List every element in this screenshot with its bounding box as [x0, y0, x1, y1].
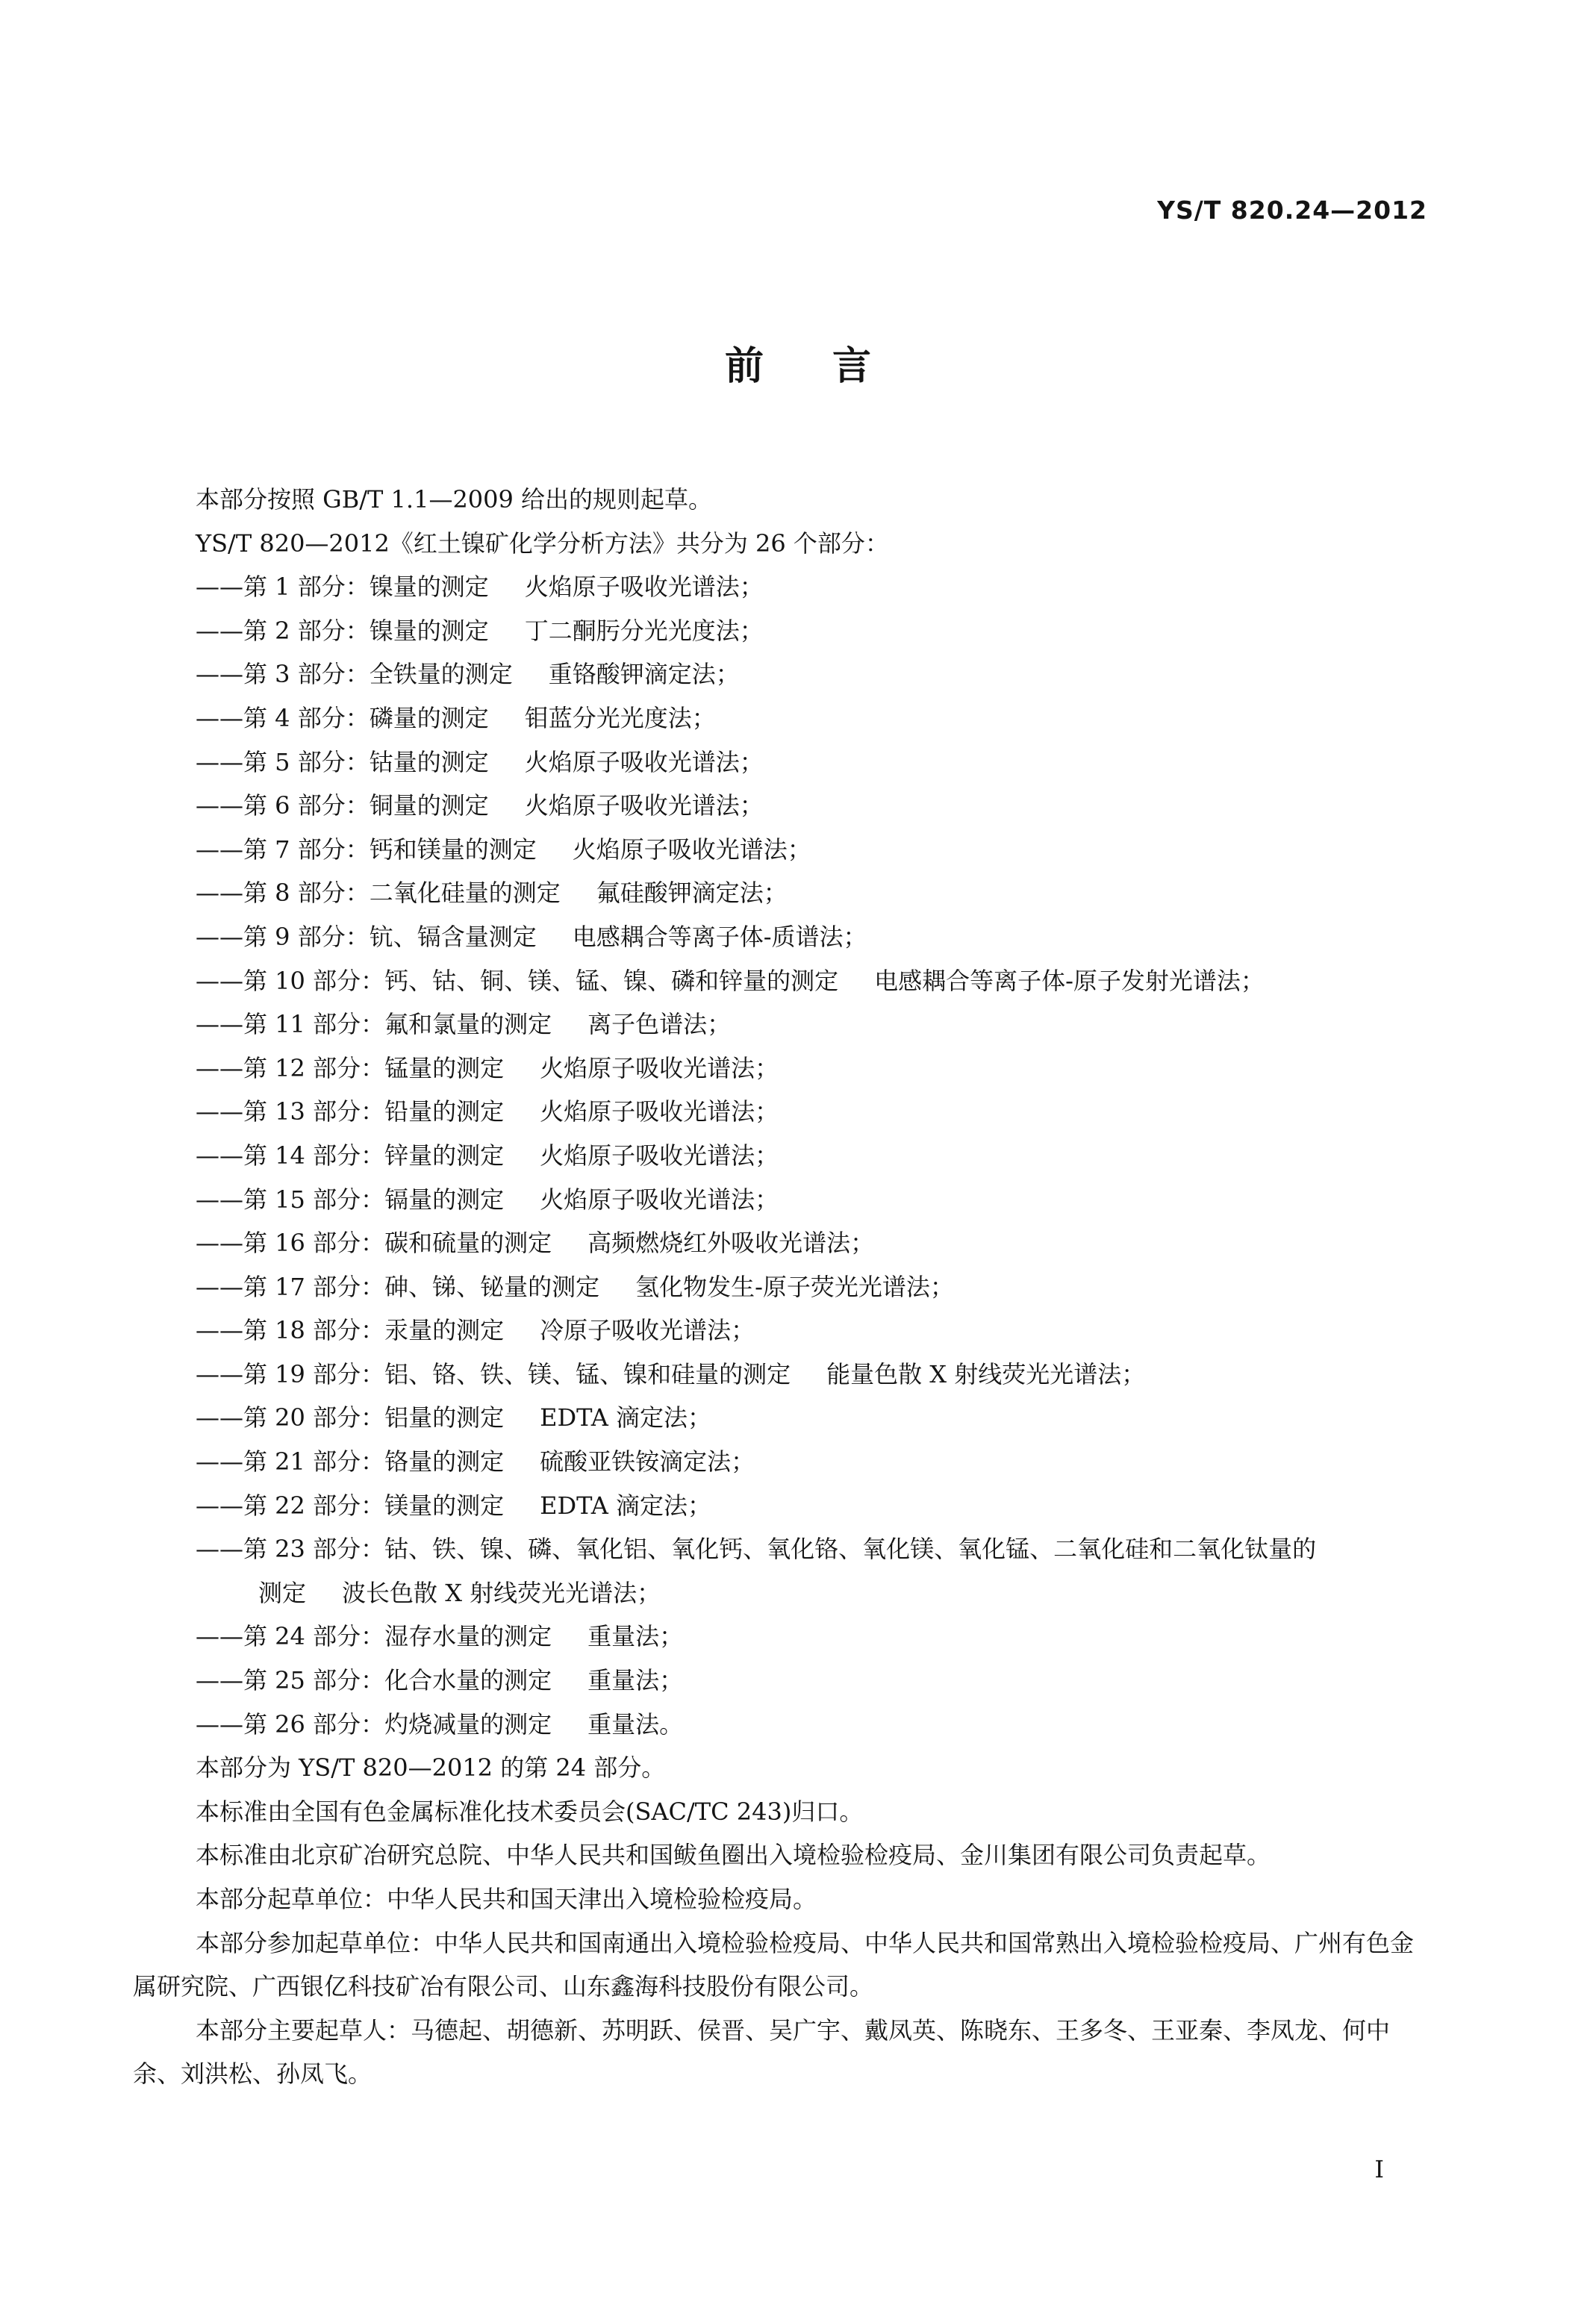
part-label: ——第 2 部分：镍量的测定 — [196, 616, 489, 645]
list-item-part — [133, 1484, 1433, 1528]
list-item-part — [133, 1440, 1433, 1484]
part-method: 电感耦合等离子体-质谱法； — [572, 922, 867, 951]
part-label: ——第 4 部分：磷量的测定 — [196, 703, 489, 732]
part-23-line-1: ——第 23 部分：钴、铁、镍、磷、氧化铝、氧化钙、氧化铬、氧化镁、氧化锰、二氧化硅和二氧化钛量的 — [196, 1535, 1317, 1564]
part-label: ——第 12 部分：锰量的测定 — [196, 1053, 505, 1082]
list-item-part — [133, 1265, 1433, 1309]
list-item-part — [133, 1178, 1433, 1222]
part-method: 氟硅酸钾滴定法； — [596, 879, 788, 908]
list-item-part — [133, 565, 1433, 609]
part-label: ——第 25 部分：化合水量的测定 — [196, 1666, 552, 1695]
part-method: 高频燃烧红外吸收光谱法； — [587, 1229, 875, 1258]
part-method: 硫酸亚铁铵滴定法； — [540, 1447, 755, 1477]
part-label: ——第 3 部分：全铁量的测定 — [196, 660, 513, 689]
part-method: 重铬酸钾滴定法； — [548, 660, 740, 689]
part-method: 火焰原子吸收光谱法； — [540, 1185, 779, 1214]
part-method: 火焰原子吸收光谱法； — [540, 1053, 779, 1082]
list-item-part-23 — [133, 1527, 1433, 1571]
list-item-part — [133, 696, 1433, 740]
part-method: 重量法； — [587, 1666, 684, 1695]
part-23-method: 波长色散 X 射线荧光光谱法； — [342, 1578, 661, 1607]
part-label: ——第 7 部分：钙和镁量的测定 — [196, 835, 537, 864]
closing-paragraph: 本标准由北京矿冶研究总院、中华人民共和国鲅鱼圈出入境检验检疫局、金川集团有限公司负责起草。 — [196, 1841, 1271, 1870]
list-item-part — [133, 1134, 1433, 1178]
list-item-part — [133, 1309, 1433, 1353]
part-label: ——第 18 部分：汞量的测定 — [196, 1316, 505, 1345]
part-method: EDTA 滴定法； — [540, 1403, 711, 1432]
part-method: 冷原子吸收光谱法； — [540, 1316, 755, 1345]
closing-paragraph: 本部分起草单位：中华人民共和国天津出入境检验检疫局。 — [196, 1885, 817, 1913]
part-label: ——第 10 部分：钙、钴、铜、镁、锰、镍、磷和锌量的测定 — [196, 966, 839, 995]
part-method: 火焰原子吸收光谱法； — [524, 573, 764, 602]
intro-paragraph: 本部分按照 GB/T 1.1—2009 给出的规则起草。 — [196, 485, 713, 514]
part-method: 重量法。 — [587, 1709, 684, 1739]
part-method: 离子色谱法； — [587, 1010, 732, 1039]
closing-paragraph: 本部分主要起草人：马德起、胡德新、苏明跃、侯晋、吴广宇、戴凤英、陈晓东、王多冬、王亚秦、李凤龙、何中余、刘洪松、孙凤飞。 — [133, 2015, 1391, 2089]
list-item-part — [133, 1703, 1433, 1747]
part-label: ——第 21 部分：铬量的测定 — [196, 1447, 505, 1477]
list-item-part — [133, 828, 1433, 872]
list-item-part — [133, 1615, 1433, 1659]
list-item-part — [133, 1003, 1433, 1047]
list-item-part — [133, 915, 1433, 959]
part-method: 钼蓝分光光度法； — [524, 703, 716, 732]
part-method: 火焰原子吸收光谱法； — [524, 791, 764, 820]
list-item-part — [133, 1396, 1433, 1440]
closing-paragraph: 本部分参加起草单位：中华人民共和国南通出入境检验检疫局、中华人民共和国常熟出入境检验检疫局、广州有色金属研究院、广西银亿科技矿冶有限公司、山东鑫海科技股份有限公司。 — [133, 1928, 1415, 2001]
foreword-body — [133, 478, 1433, 2096]
part-label: ——第 1 部分：镍量的测定 — [196, 573, 489, 602]
part-label: ——第 5 部分：钴量的测定 — [196, 747, 489, 776]
part-label: ——第 15 部分：镉量的测定 — [196, 1185, 505, 1214]
part-label: ——第 17 部分：砷、锑、铋量的测定 — [196, 1272, 600, 1301]
part-method: 火焰原子吸收光谱法； — [572, 835, 811, 864]
page-number: I — [1374, 2155, 1384, 2183]
list-item-part — [133, 740, 1433, 785]
part-label: ——第 9 部分：钪、镉含量测定 — [196, 922, 537, 951]
part-method: 重量法； — [587, 1622, 684, 1651]
part-method: 火焰原子吸收光谱法； — [540, 1097, 779, 1126]
list-item-part — [133, 784, 1433, 828]
list-item-part — [133, 1047, 1433, 1091]
part-method: 电感耦合等离子体-原子发射光谱法； — [874, 966, 1265, 995]
list-item-part — [133, 652, 1433, 696]
part-label: ——第 16 部分：碳和硫量的测定 — [196, 1229, 552, 1258]
part-label: ——第 13 部分：铅量的测定 — [196, 1097, 505, 1126]
part-label: ——第 26 部分：灼烧减量的测定 — [196, 1709, 552, 1739]
standard-code: YS/T 820.24—2012 — [1157, 196, 1427, 225]
part-label: ——第 11 部分：氟和氯量的测定 — [196, 1010, 552, 1039]
part-label: ——第 14 部分：锌量的测定 — [196, 1141, 505, 1170]
list-item-part — [133, 609, 1433, 653]
list-item-part-23-continuation — [133, 1571, 1433, 1615]
closing-paragraph: 本标准由全国有色金属标准化技术委员会(SAC/TC 243)归口。 — [196, 1797, 864, 1826]
part-label: ——第 22 部分：镁量的测定 — [196, 1491, 505, 1520]
part-label: ——第 20 部分：铝量的测定 — [196, 1403, 505, 1432]
list-item-part — [133, 1659, 1433, 1703]
part-method: 火焰原子吸收光谱法； — [540, 1141, 779, 1170]
list-item-part — [133, 1353, 1433, 1397]
parts-list-tail — [133, 1615, 1433, 1746]
part-label: ——第 6 部分：铜量的测定 — [196, 791, 489, 820]
parts-list — [133, 565, 1433, 1527]
part-method: 丁二酮肟分光光度法； — [524, 616, 764, 645]
part-method: 火焰原子吸收光谱法； — [524, 747, 764, 776]
closing-paragraph: 本部分为 YS/T 820—2012 的第 24 部分。 — [196, 1753, 666, 1783]
part-method: 氢化物发生-原子荧光光谱法； — [635, 1272, 954, 1301]
part-method: EDTA 滴定法； — [540, 1491, 711, 1520]
part-label: ——第 8 部分：二氧化硅量的测定 — [196, 879, 561, 908]
list-item-part — [133, 959, 1433, 1003]
page-title: 前言 — [724, 344, 940, 389]
list-item-part — [133, 1221, 1433, 1265]
list-item-part — [133, 871, 1433, 915]
part-method: 能量色散 X 射线荧光光谱法； — [826, 1359, 1146, 1388]
part-label: ——第 19 部分：铝、铬、铁、镁、锰、镍和硅量的测定 — [196, 1359, 791, 1388]
part-label: ——第 24 部分：湿存水量的测定 — [196, 1622, 552, 1651]
part-23-label: 测定 — [258, 1578, 307, 1607]
intro-paragraph: YS/T 820—2012《红土镍矿化学分析方法》共分为 26 个部分： — [196, 528, 889, 558]
list-item-part — [133, 1090, 1433, 1134]
